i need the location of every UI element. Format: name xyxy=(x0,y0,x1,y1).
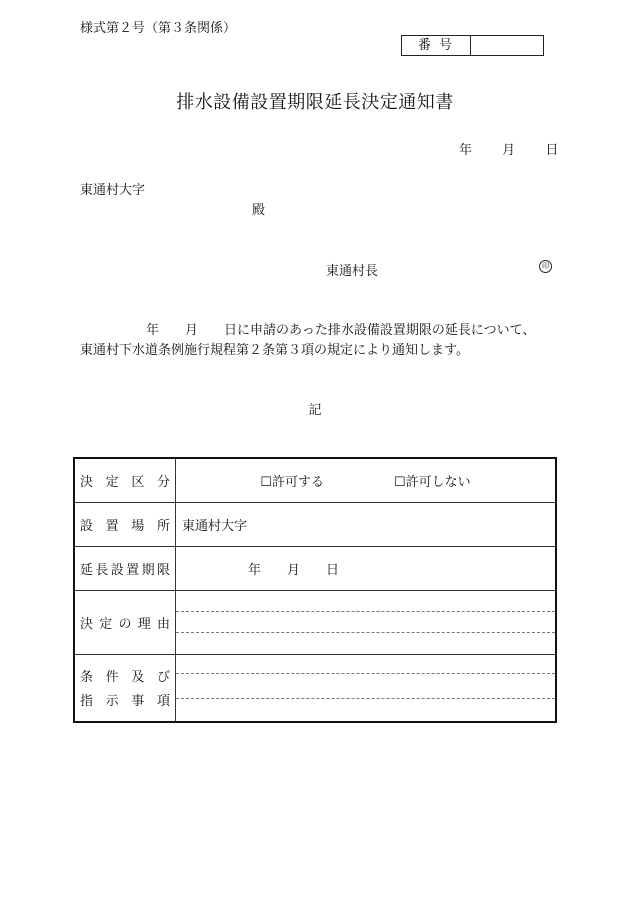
label-char: 及 xyxy=(131,670,145,686)
label-char: 理 xyxy=(137,616,151,632)
conditions-row xyxy=(74,654,556,722)
notice-table xyxy=(73,457,557,723)
date-month: 月 xyxy=(502,143,516,158)
location-value[interactable] xyxy=(176,502,557,546)
recipient-honorific: 殿 xyxy=(252,203,266,218)
ruled-line xyxy=(176,674,555,699)
location-row xyxy=(74,502,556,546)
label-char: 件 xyxy=(105,670,119,686)
deadline-label xyxy=(74,546,176,590)
label-char: 所 xyxy=(156,518,170,534)
date-year: 年 xyxy=(459,143,473,158)
label-char: 条 xyxy=(80,670,94,686)
deadline-value[interactable] xyxy=(176,546,557,590)
label-char: 限 xyxy=(156,562,170,578)
label-char: 分 xyxy=(156,474,170,490)
label-char: 置 xyxy=(126,562,140,578)
decision-label xyxy=(74,458,176,502)
decision-row xyxy=(74,458,556,502)
ruled-line xyxy=(176,633,555,653)
label-char: 決 xyxy=(80,616,94,632)
ruled-line xyxy=(176,699,555,721)
label-char: 決 xyxy=(80,474,94,490)
label-char: 定 xyxy=(99,616,113,632)
recipient-address: 東通村大字 xyxy=(80,183,146,198)
body-text-line-2: 東通村下水道条例施行規程第２条第３項の規定により通知します。 xyxy=(80,343,469,358)
ruled-line xyxy=(176,591,555,612)
label-char: 定 xyxy=(105,474,119,490)
issue-date xyxy=(459,139,558,158)
conditions-value[interactable] xyxy=(176,654,557,722)
number-box xyxy=(401,35,544,56)
label-char: の xyxy=(118,616,132,632)
decision-value xyxy=(176,458,557,502)
label-char: 場 xyxy=(131,518,145,534)
seal-mark: 印 xyxy=(539,260,552,273)
label-char: 項 xyxy=(156,694,170,710)
label-char: 区 xyxy=(131,474,145,490)
conditions-label xyxy=(74,654,176,722)
deny-checkbox[interactable]: ☐許可しない xyxy=(394,474,471,490)
label-char: 由 xyxy=(156,616,170,632)
number-label: 番号 xyxy=(402,36,471,55)
deadline-text: 年 月 日 xyxy=(248,562,340,578)
label-char: 置 xyxy=(105,518,119,534)
reason-value[interactable] xyxy=(176,590,557,654)
label-char: 設 xyxy=(110,562,124,578)
label-char: 長 xyxy=(95,562,109,578)
deadline-row xyxy=(74,546,556,590)
date-day: 日 xyxy=(545,143,559,158)
ruled-line xyxy=(176,655,555,674)
permit-checkbox[interactable]: ☐許可する xyxy=(260,474,324,490)
reason-label xyxy=(74,590,176,654)
label-char: 期 xyxy=(141,562,155,578)
issuer-name: 東通村長 xyxy=(326,264,379,279)
document-title: 排水設備設置期限延長決定通知書 xyxy=(176,92,454,113)
label-char: 延 xyxy=(80,562,94,578)
label-char: 指 xyxy=(80,694,94,710)
location-text: 東通村大字 xyxy=(182,518,248,534)
location-label xyxy=(74,502,176,546)
ki-heading: 記 xyxy=(308,403,322,418)
label-char: 事 xyxy=(131,694,145,710)
label-char: び xyxy=(156,670,170,686)
body-text-line-1: 年 月 日に申請のあった排水設備設置期限の延長について、 xyxy=(146,323,536,338)
label-char: 設 xyxy=(80,518,94,534)
reason-row xyxy=(74,590,556,654)
number-value-field[interactable] xyxy=(471,36,543,55)
label-char: 示 xyxy=(105,694,119,710)
form-number: 様式第２号（第３条関係） xyxy=(80,21,237,36)
ruled-line xyxy=(176,612,555,633)
